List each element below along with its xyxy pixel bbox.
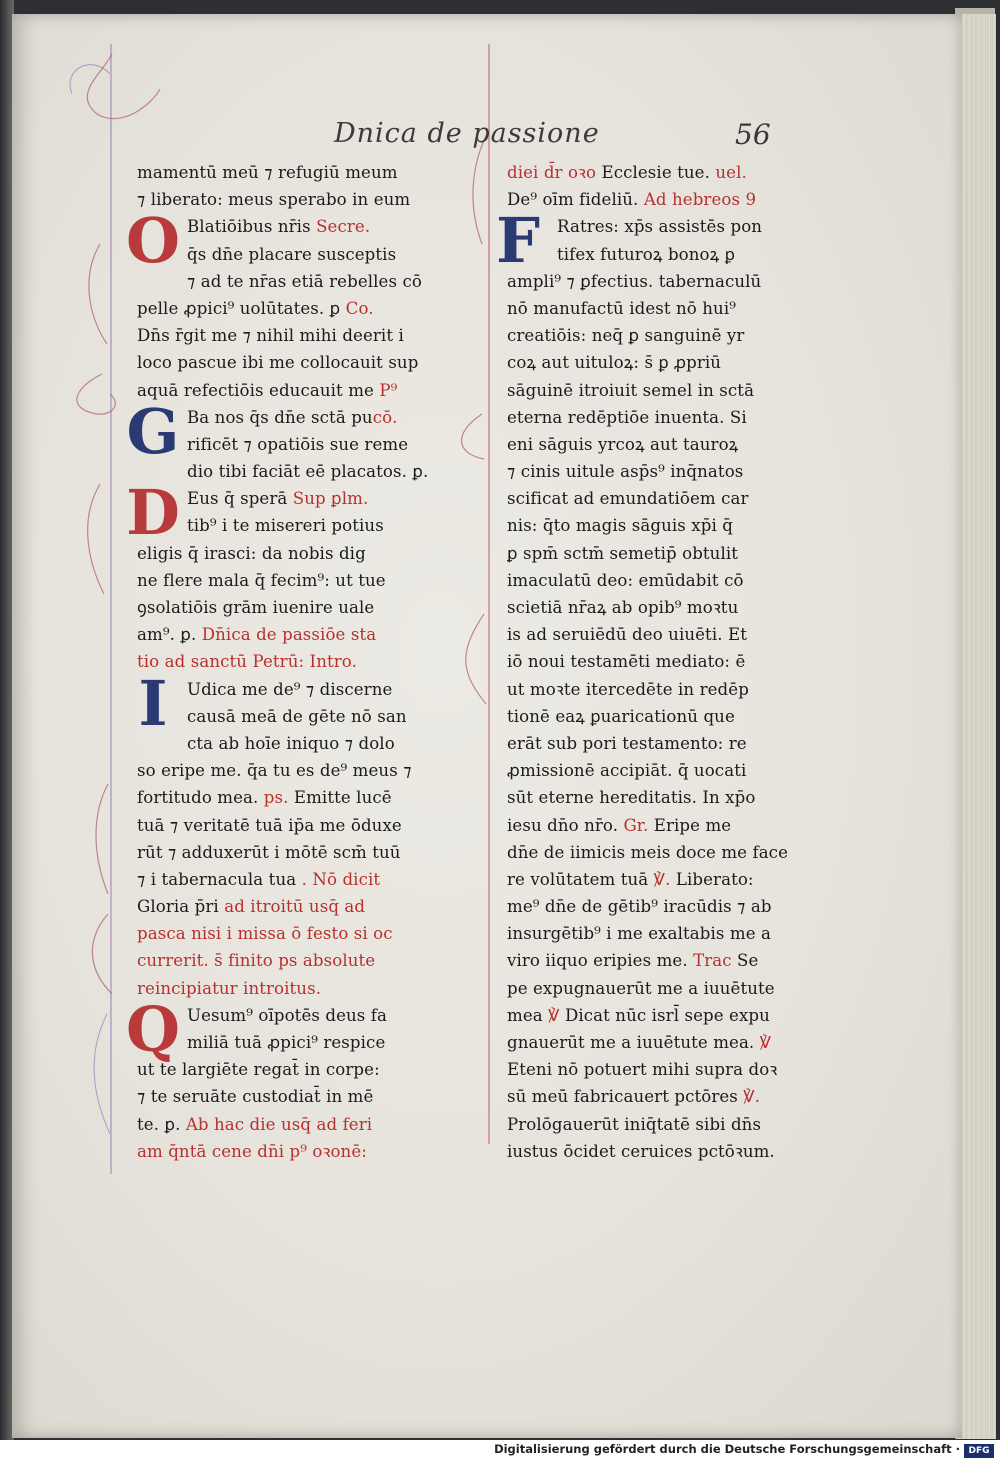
text-line: me⁹ dn̄e de gētib⁹ iracūdis ⁊ ab bbox=[507, 897, 772, 917]
text-line: mamentū meū ⁊ refugiū meum bbox=[137, 163, 398, 182]
rubric-text: cō. bbox=[372, 407, 398, 427]
text-line: scificat ad emundatiōem car bbox=[507, 489, 749, 509]
text-line bbox=[137, 784, 442, 811]
body-text: iesu dn̄o nr̄o. bbox=[507, 815, 624, 835]
running-head: Dnica de passione bbox=[334, 118, 600, 149]
text-line bbox=[137, 866, 442, 893]
text-line bbox=[137, 1111, 442, 1138]
rubric-text: Trac bbox=[693, 951, 732, 971]
text-line bbox=[507, 812, 807, 839]
body-text: Liberato: bbox=[670, 869, 754, 889]
body-text: Dicat nūc isrl̄ sepe expu bbox=[559, 1005, 770, 1025]
manuscript-page bbox=[12, 14, 962, 1438]
decorated-initial: G bbox=[126, 394, 180, 468]
body-text: te. ꝑ. bbox=[137, 1114, 186, 1134]
body-text: Gloria p̄ri bbox=[137, 897, 225, 917]
rubric-text: Secre. bbox=[316, 217, 371, 237]
body-text: Ba nos q̄s dn̄e sctā pu bbox=[187, 407, 373, 427]
text-line: Prolōgauerūt iniq̄tatē sibi dn̄s bbox=[507, 1114, 762, 1134]
text-line: Ratres: xp̄s assistēs pon bbox=[557, 217, 763, 237]
rubric-text: ℣ bbox=[548, 1005, 560, 1025]
decorated-initial: O bbox=[125, 204, 180, 278]
text-line: rūt ⁊ adduxerūt i mōtē scm̄ tuū bbox=[137, 842, 401, 862]
rubric-text: ℣ bbox=[759, 1033, 772, 1052]
text-line: tionē eaꝝ ꝑuaricationū que bbox=[507, 706, 735, 726]
body-text: sū meū fabricauert pctōres bbox=[507, 1087, 744, 1107]
text-line: ut te largiēte regat̄ in corpe: bbox=[137, 1060, 380, 1080]
text-line: cta ab hoīe iniquo ⁊ dolo bbox=[187, 733, 395, 753]
text-line: Udica me de⁹ ⁊ discerne bbox=[187, 679, 393, 699]
body-text: pelle ꝓpici⁹ uolūtates. ꝑ bbox=[137, 298, 346, 318]
rubric-text: Petrū: Intro. bbox=[252, 652, 357, 672]
text-line bbox=[507, 1029, 807, 1056]
text-line: iō noui testamēti mediato: ē bbox=[507, 652, 746, 672]
text-line: loco pascue ibi me collocauit sup bbox=[137, 353, 419, 373]
text-line: ꝯsolatiōis grām iuenire uale bbox=[137, 598, 375, 617]
text-line bbox=[507, 1083, 807, 1110]
text-line: Dn̄s r̄git me ⁊ nihil mihi deerit i bbox=[137, 326, 404, 346]
decorated-initial: I bbox=[138, 666, 168, 740]
rubric-text: ps. bbox=[263, 788, 289, 808]
text-line bbox=[137, 621, 442, 648]
body-text: Eus q̄ sperā bbox=[187, 489, 293, 509]
right-text-column bbox=[507, 159, 807, 1165]
text-line: ampli⁹ ⁊ ꝑfectius. tabernaculū bbox=[507, 271, 762, 291]
text-line: so eripe me. q̄a tu es de⁹ meus ⁊ bbox=[137, 761, 412, 781]
text-line: Uesum⁹ oīpotēs deus fa bbox=[187, 1005, 388, 1025]
text-line: dio tibi faciāt eē placatos. ꝑ. bbox=[187, 462, 429, 482]
rubric-text: tio ad sanctū bbox=[137, 652, 253, 672]
text-line: ꝑ spm̄ sctm̄ semetip̄ obtulit bbox=[507, 543, 739, 563]
text-line: imaculatū deo: emūdabit cō bbox=[507, 570, 744, 590]
body-text: gnauerūt me a iuuētute mea. bbox=[507, 1033, 760, 1052]
text-line: dn̄e de iimicis meis doce me face bbox=[507, 842, 788, 862]
text-line: eni sāguis yrcoꝝ aut tauroꝝ bbox=[507, 434, 739, 454]
text-line: tuā ⁊ veritatē tuā ip̄a me ōduxe bbox=[137, 815, 402, 835]
text-line: ut moꝛte itercedēte in redēp bbox=[507, 679, 749, 699]
text-line: pasca nisi i missa ō festo si oc bbox=[137, 924, 393, 944]
text-line: is ad seruiēdū deo uiuēti. Et bbox=[507, 625, 747, 645]
text-line: Eteni nō potuert mihi supra doꝛ bbox=[507, 1060, 778, 1080]
rubric-text: ℣. bbox=[653, 869, 671, 889]
rubric-text: . Nō dicit bbox=[301, 869, 381, 889]
decorated-initial: F bbox=[495, 204, 541, 278]
dfg-logo: DFG bbox=[964, 1444, 994, 1458]
rubric-text: Sup ꝑlm. bbox=[292, 489, 369, 509]
body-text: viro iiquo eripies me. bbox=[507, 951, 694, 971]
decorated-initial: Q bbox=[125, 993, 180, 1067]
body-text: aquā refectiōis educauit me bbox=[137, 380, 380, 400]
left-text-column bbox=[137, 159, 442, 1165]
body-text: Ecclesie tue. bbox=[601, 163, 716, 182]
body-text: De⁹ oīm fideliū. bbox=[507, 190, 644, 210]
body-text: Blatiōibus nr̄is bbox=[187, 217, 317, 237]
rubric-text: Ad hebreos 9 bbox=[643, 190, 757, 210]
text-line: coꝝ aut uituloꝝ: s̄ ꝑ ꝓpriū bbox=[507, 353, 722, 373]
text-line: miliā tuā ꝓpici⁹ respice bbox=[187, 1033, 386, 1052]
text-line: scietiā nr̄aꝝ ab opib⁹ moꝛtu bbox=[507, 598, 739, 617]
text-line: pe expugnauerūt me a iuuētute bbox=[507, 978, 775, 998]
text-line bbox=[137, 377, 442, 404]
text-line bbox=[507, 947, 807, 974]
text-line: ⁊ cinis uitule asp̄s⁹ inq̄natos bbox=[507, 462, 744, 482]
text-line bbox=[137, 404, 442, 431]
decorated-initial: D bbox=[126, 476, 180, 550]
body-text: ⁊ i tabernacula tua bbox=[137, 869, 302, 889]
text-line: tifex futuroꝝ bonoꝝ ꝑ bbox=[557, 244, 736, 264]
text-line: nō manufactū idest nō hui⁹ bbox=[507, 298, 737, 318]
text-line: eligis q̄ irasci: da nobis dig bbox=[137, 543, 366, 563]
rubric-text: uel. bbox=[715, 163, 747, 182]
text-line: rificēt ⁊ opatiōis sue reme bbox=[187, 434, 409, 454]
text-line bbox=[137, 213, 442, 240]
body-text: mea bbox=[507, 1005, 549, 1025]
text-line: sāguinē itroiuit semel in sctā bbox=[507, 380, 755, 400]
text-line bbox=[507, 866, 807, 893]
rubric-text: diei d̄r oꝛo bbox=[507, 163, 602, 182]
footer-bar bbox=[0, 1440, 1000, 1462]
text-line: creatiōis: neq̄ ꝑ sanguinē yr bbox=[507, 326, 745, 346]
body-text: re volūtatem tuā bbox=[507, 869, 654, 889]
text-line bbox=[507, 159, 807, 186]
rubric-text: ℣. bbox=[743, 1087, 761, 1107]
text-line: ne flere mala q̄ fecim⁹: ut tue bbox=[137, 570, 386, 590]
text-line: am q̄ntā cene dn̄i p⁹ oꝛonē: bbox=[137, 1141, 367, 1161]
text-line bbox=[507, 186, 807, 213]
text-line: ⁊ liberato: meus sperabo in eum bbox=[137, 190, 411, 210]
rubric-text: Dn̄ica de passiōe sta bbox=[201, 625, 377, 645]
rubric-text: ad itroitū usq̄ ad bbox=[224, 897, 366, 917]
body-text: Eripe me bbox=[648, 815, 732, 835]
text-line: nis: q̄to magis sāguis xp̄i q̄ bbox=[507, 516, 733, 536]
rubric-text: Gr. bbox=[623, 815, 649, 835]
text-line: reincipiatur introitus. bbox=[137, 978, 322, 998]
rubric-text: Ab hac die usq̄ ad feri bbox=[185, 1114, 373, 1134]
folio-number: 56 bbox=[735, 118, 771, 151]
text-line: eterna redēptiōe inuenta. Si bbox=[507, 407, 747, 427]
text-line: insurgētib⁹ i me exaltabis me a bbox=[507, 924, 771, 944]
text-line: erāt sub pori testamento: re bbox=[507, 733, 747, 753]
text-line: sūt eterne hereditatis. In xp̄o bbox=[507, 788, 756, 808]
text-line: iustus ōcidet ceruices pctōꝛum. bbox=[507, 1141, 775, 1161]
text-line: tib⁹ i te misereri potius bbox=[187, 516, 384, 536]
text-line: q̄s dn̄e placare susceptis bbox=[187, 244, 397, 264]
body-text: fortitudo mea. bbox=[137, 788, 264, 808]
body-text: am⁹. ꝑ. bbox=[137, 625, 202, 645]
text-line: causā meā de gēte nō san bbox=[187, 706, 407, 726]
body-text: Se bbox=[731, 951, 759, 971]
text-line bbox=[137, 295, 442, 322]
rubric-text: Co. bbox=[345, 298, 374, 318]
funding-notice: Digitalisierung gefördert durch die Deutsche Forschungsgemeinschaft · bbox=[494, 1442, 960, 1456]
text-line: ⁊ ad te nr̄as etiā rebelles cō bbox=[187, 271, 422, 291]
rubric-text: P⁹ bbox=[379, 380, 398, 400]
text-line bbox=[137, 485, 442, 512]
text-line: currerit. s̄ finito ps absolute bbox=[137, 951, 376, 971]
text-line: ꝓmissionē accipiāt. q̄ uocati bbox=[507, 761, 747, 781]
text-line bbox=[507, 1002, 807, 1029]
text-line bbox=[137, 648, 442, 675]
text-line bbox=[137, 893, 442, 920]
body-text: Emitte lucē bbox=[288, 788, 392, 808]
text-line: ⁊ te seruāte custodiat̄ in mē bbox=[137, 1087, 374, 1107]
